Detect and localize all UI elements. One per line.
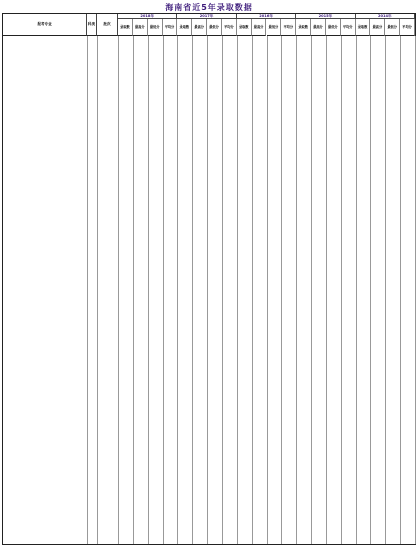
page-title: 海南省近5年录取数据 (165, 3, 253, 12)
column-divider (222, 36, 223, 544)
subcolumn-header: 最低分 (326, 19, 341, 36)
column-divider (237, 36, 238, 544)
year-header: 2014年 (356, 14, 415, 19)
column-divider (311, 36, 312, 544)
column-divider (415, 36, 416, 544)
subcolumn-header: 录取数 (296, 19, 311, 36)
subcolumn-header: 平均分 (163, 19, 178, 36)
column-divider (385, 36, 386, 544)
subcolumn-header: 最高分 (192, 19, 207, 36)
year-header: 2016年 (237, 14, 296, 19)
subcolumn-header: 最低分 (207, 19, 222, 36)
column-divider (370, 36, 371, 544)
column-divider (177, 36, 178, 544)
column-divider (148, 36, 149, 544)
subcolumn-header: 录取数 (237, 19, 252, 36)
subcolumn-header: 最低分 (148, 19, 163, 36)
column-divider (97, 36, 98, 544)
subcolumn-header: 平均分 (341, 19, 356, 36)
header-category: 科类 (87, 14, 97, 36)
subcolumn-header: 最高分 (252, 19, 267, 36)
subcolumn-header: 录取数 (118, 19, 133, 36)
column-divider (267, 36, 268, 544)
header-batch: 批次 (97, 14, 118, 36)
column-divider (133, 36, 134, 544)
column-divider (118, 36, 119, 544)
year-header: 2018年 (118, 14, 177, 19)
subcolumn-header: 最低分 (385, 19, 400, 36)
year-header: 2017年 (177, 14, 236, 19)
column-divider (252, 36, 253, 544)
subcolumn-header: 录取数 (177, 19, 192, 36)
subcolumn-header: 录取数 (356, 19, 371, 36)
admission-table (2, 13, 416, 545)
subcolumn-header: 最高分 (311, 19, 326, 36)
column-divider (356, 36, 357, 544)
subcolumn-header: 平均分 (281, 19, 296, 36)
header-major: 报考专业 (3, 14, 87, 36)
subcolumn-header: 平均分 (400, 19, 415, 36)
column-divider (296, 36, 297, 544)
year-header: 2015年 (296, 14, 355, 19)
subcolumn-header: 最高分 (370, 19, 385, 36)
column-divider (281, 36, 282, 544)
subcolumn-header: 最低分 (267, 19, 282, 36)
column-divider (163, 36, 164, 544)
column-divider (192, 36, 193, 544)
column-divider (87, 36, 88, 544)
column-divider (341, 36, 342, 544)
column-divider (207, 36, 208, 544)
column-divider (326, 36, 327, 544)
subcolumn-header: 最高分 (133, 19, 148, 36)
subcolumn-header: 平均分 (222, 19, 237, 36)
column-divider (400, 36, 401, 544)
